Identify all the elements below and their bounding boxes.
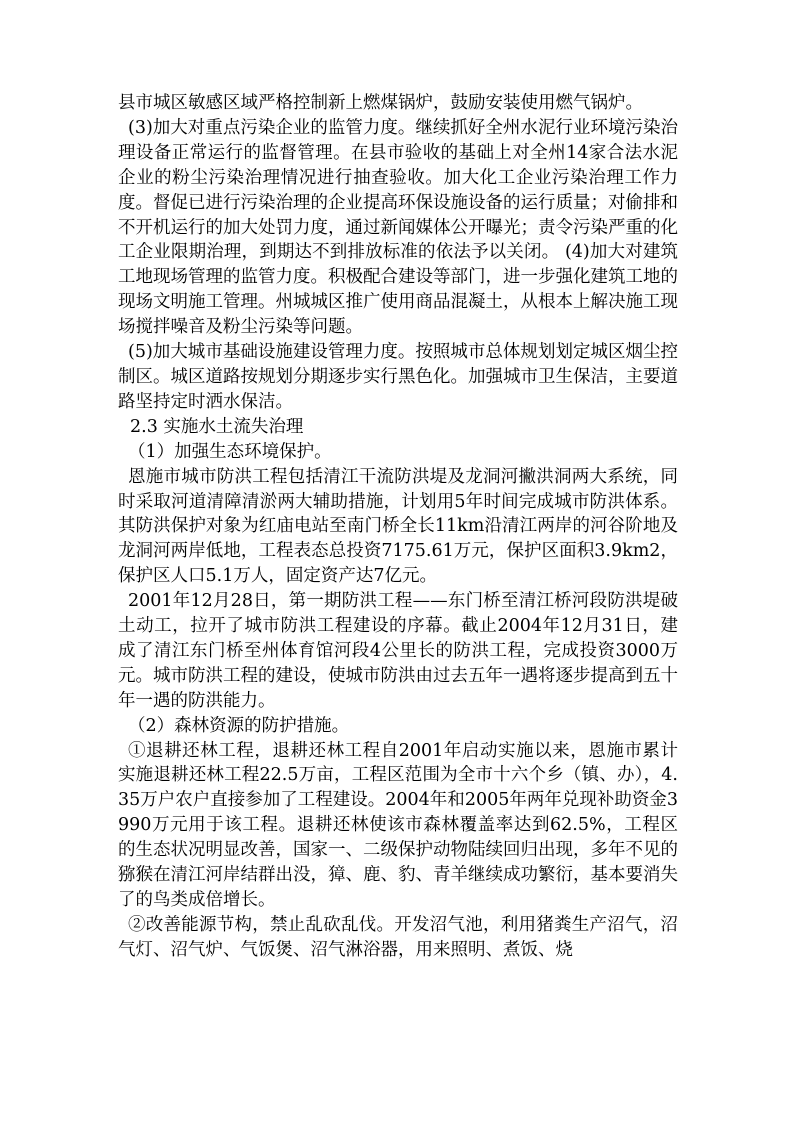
paragraph-energy-structure: ②改善能源节构，禁止乱砍乱伐。开发沼气池，利用猪粪生产沼气，沼气灯、沼气炉、气饭煲、沼气淋浴器，用来照明、煮饭、烧 [118,914,678,960]
section-heading-soil-erosion: 2.3 实施水土流失治理 [130,416,304,437]
paragraph-flood-project-progress: 2001年12月28日，第一期防洪工程——东门桥至清江桥河段防洪堤破土动工，拉开了城市防洪工程建设的序幕。截止2004年12月31日，建成了清江东门桥至州体育馆河段4公里长的防洪工程，完成投资3000万元。城市防洪工程的建设，使城市防洪由过去五年一遇将逐步提高到五十年一遇的防洪能力。 [118,591,678,711]
paragraph-flood-control-system: 恩施市城市防洪工程包括清江干流防洪堤及龙洞河撇洪洞两大系统，同时采取河道清障清淤两大辅助措施，计划用5年时间完成城市防洪体系。其防洪保护对象为红庙电站至南门桥全长11km沿清江两岸的河谷阶地及龙洞河两岸低地，工程表态总投资7175.61万元，保护区面积3.9km2，保护区人口5.1万人，固定资产达7亿元。 [118,466,678,587]
paragraph-boiler-control: 县市城区敏感区域严格控制新上燃煤锅炉，鼓励安装使用燃气锅炉。 [118,93,643,113]
subheading-ecology-protection: （1）加强生态环境保护。 [128,441,332,462]
document-page [118,91,678,963]
paragraph-industrial-pollution: (3)加大对重点污染企业的监管力度。继续抓好全州水泥行业环境污染治理设备正常运行的监督管理。在县市验收的基础上对全州14家合法水泥企业的粉尘污染治理情况进行抽查验收。加大化工企业污染治理工作力度。督促已进行污染治理的企业提高环保设施设备的运行质量；对偷排和不开机运行的加大处罚力度，通过新闻媒体公开曝光；责令污染严重的化工企业限期治理，到期达不到排放标准的依法予以关闭。 (4)加大对建筑工地现场管理的监管力度。积极配合建设等部门，进一步强化建筑工地的现场文明施工管理。州城城区推广使用商品混凝土，从根本上解决施工现场搅拌噪音及粉尘污染等问题。 [118,117,678,338]
paragraph-urban-infrastructure: (5)加大城市基础设施建设管理力度。按照城市总体规划划定城区烟尘控制区。城区道路按规划分期逐步实行黑色化。加强城市卫生保洁，主要道路坚持定时洒水保洁。 [118,342,678,412]
subheading-forest-protection: （2）森林资源的防护措施。 [128,715,350,736]
paragraph-reforestation: ①退耕还林工程，退耕还林工程自2001年启动实施以来，恩施市累计实施退耕还林工程22.5万亩，工程区范围为全市十六个乡（镇、办），4.35万户农户直接参加了工程建设。2004年和2005年两年兑现补助资金3990万元用于该工程。退耕还林使该市森林覆盖率达到62.5%，工程区的生态状况明显改善，国家一、二级保护动物陆续回归出现，多年不见的猕猴在清江河岸结群出没，獐、鹿、豹、青羊继续成功繁衍，基本要消失了的鸟类成倍增长。 [118,740,678,910]
